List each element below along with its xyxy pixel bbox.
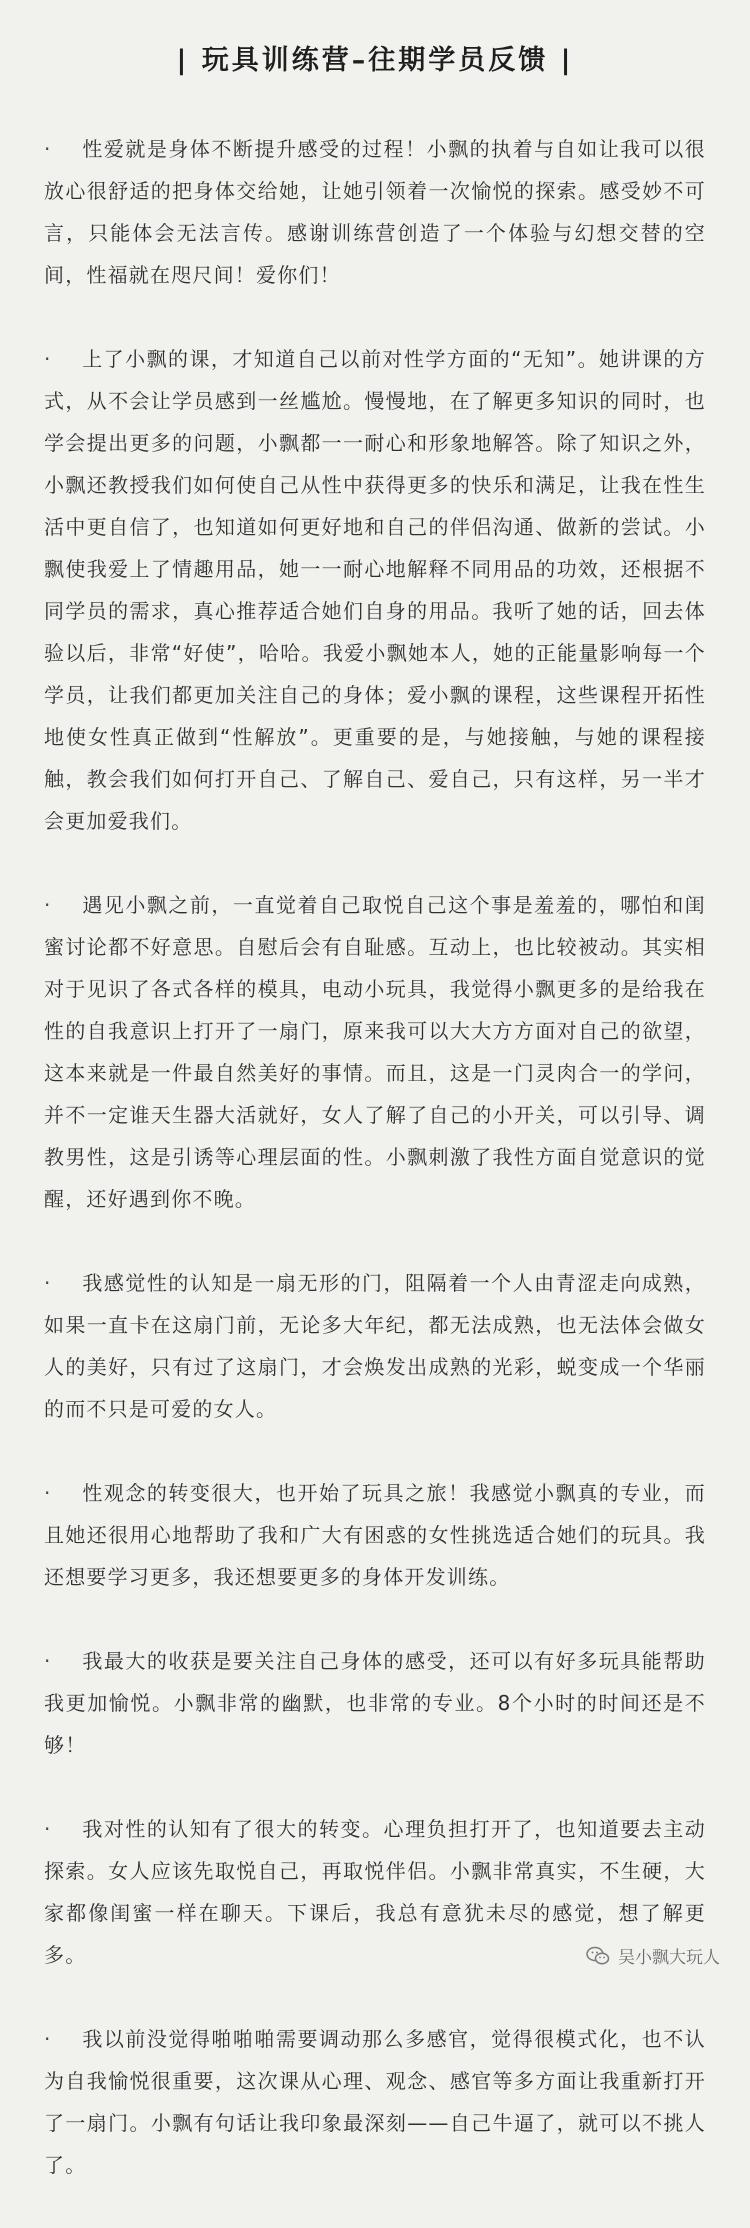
feedback-item bbox=[44, 2018, 706, 2186]
watermark bbox=[586, 1943, 720, 1968]
bullet: · bbox=[44, 2027, 52, 2051]
bullet: · bbox=[44, 1649, 52, 1673]
bullet: · bbox=[44, 1271, 52, 1295]
feedback-item bbox=[44, 338, 706, 842]
feedback-text: 性观念的转变很大，也开始了玩具之旅！我感觉小飘真的专业，而且她还很用心地帮助了我和广大有困惑的女性挑选适合她们的玩具。我还想要学习更多，我还想要更多的身体开发训练。 bbox=[44, 1481, 706, 1589]
watermark-text: 吴小飘大玩人 bbox=[618, 1948, 720, 1968]
feedback-item bbox=[44, 128, 706, 296]
feedback-text: 我最大的收获是要关注自己身体的感受，还可以有好多玩具能帮助我更加愉悦。小飘非常的幽默，也非常的专业。8个小时的时间还是不够！ bbox=[44, 1649, 706, 1757]
feedback-text: 上了小飘的课，才知道自己以前对性学方面的“无知”。她讲课的方式，从不会让学员感到一丝尴尬。慢慢地，在了解更多知识的同时，也学会提出更多的问题，小飘都一一耐心和形象地解答。除了知识之外，小飘还教授我们如何使自己从性中获得更多的快乐和满足，让我在性生活中更自信了，也知道如何更好地和自己的伴侣沟通、做新的尝试。小飘使我爱上了情趣用品，她一一耐心地解释不同用品的功效，还根据不同学员的需求，真心推荐适合她们自身的用品。我听了她的话，回去体验以后，非常“好使”，哈哈。我爱小飘她本人，她的正能量影响每一个学员，让我们都更加关注自己的身体；爱小飘的课程，这些课程开拓性地使女性真正做到“性解放”。更重要的是，与她接触，与她的课程接触，教会我们如何打开自己、了解自己、爱自己，只有这样，另一半才会更加爱我们。 bbox=[44, 347, 706, 833]
feedback-list bbox=[44, 128, 706, 2228]
feedback-item bbox=[44, 884, 706, 1220]
bullet: · bbox=[44, 347, 52, 371]
feedback-text: 我以前没觉得啪啪啪需要调动那么多感官，觉得很模式化，也不认为自我愉悦很重要，这次课从心理、观念、感官等多方面让我重新打开了一扇门。小飘有句话让我印象最深刻——自己牛逼了，就可以不挑人了。 bbox=[44, 2027, 706, 2177]
feedback-item bbox=[44, 1262, 706, 1430]
feedback-text: 我感觉性的认知是一扇无形的门，阻隔着一个人由青涩走向成熟，如果一直卡在这扇门前，无论多大年纪，都无法成熟，也无法体会做女人的美好，只有过了这扇门，才会焕发出成熟的光彩，蜕变成一个华丽的而不只是可爱的女人。 bbox=[44, 1271, 706, 1421]
bullet: · bbox=[44, 1481, 52, 1505]
bullet: · bbox=[44, 1817, 52, 1841]
feedback-text: 性爱就是身体不断提升感受的过程！小飘的执着与自如让我可以很放心很舒适的把身体交给她，让她引领着一次愉悦的探索。感受妙不可言，只能体会无法言传。感谢训练营创造了一个体验与幻想交替的空间，性福就在咫尺间！爱你们！ bbox=[44, 137, 706, 287]
bullet: · bbox=[44, 893, 52, 917]
wechat-icon bbox=[586, 1946, 610, 1966]
feedback-text: 遇见小飘之前，一直觉着自己取悦自己这个事是羞羞的，哪怕和闺蜜讨论都不好意思。自慰后会有自耻感。互动上，也比较被动。其实相对于见识了各式各样的模具，电动小玩具，我觉得小飘更多的是给我在性的自我意识上打开了一扇门，原来我可以大大方方面对自己的欲望，这本来就是一件最自然美好的事情。而且，这是一门灵肉合一的学问，并不一定谁天生器大活就好，女人了解了自己的小开关，可以引导、调教男性，这是引诱等心理层面的性。小飘刺激了我性方面自觉意识的觉醒，还好遇到你不晚。 bbox=[44, 893, 706, 1211]
feedback-item bbox=[44, 1472, 706, 1598]
feedback-text: 我对性的认知有了很大的转变。心理负担打开了，也知道要去主动探索。女人应该先取悦自己，再取悦伴侣。小飘非常真实，不生硬，大家都像闺蜜一样在聊天。下课后，我总有意犹未尽的感觉，想了解更多。 bbox=[44, 1817, 706, 1967]
bullet: · bbox=[44, 137, 52, 161]
page-title: | 玩具训练营–往期学员反馈 | bbox=[176, 45, 574, 76]
feedback-item bbox=[44, 1640, 706, 1766]
